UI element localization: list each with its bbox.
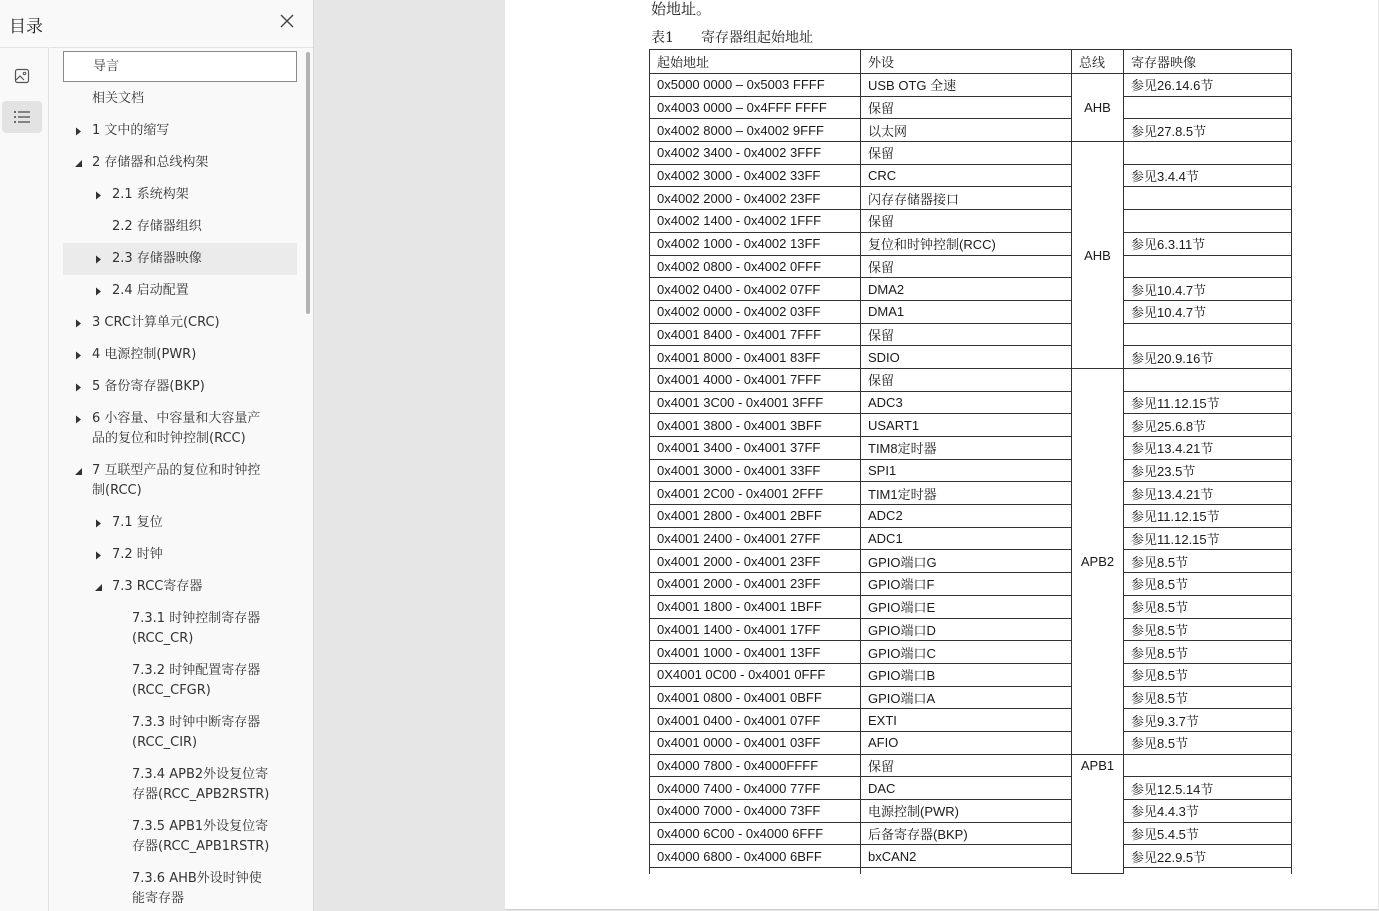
register-map-cell xyxy=(1124,187,1292,210)
close-button[interactable] xyxy=(276,10,298,32)
start-address-cell: 0X4001 0C00 - 0x4001 0FFF xyxy=(650,663,861,686)
list-icon xyxy=(13,109,31,125)
document-page xyxy=(505,0,1378,910)
empty-cell xyxy=(861,868,1072,874)
start-address-cell: 0x4003 0000 – 0x4FFF FFFF xyxy=(650,96,861,119)
table-row xyxy=(650,641,1292,664)
register-map-cell: 参见8.5节 xyxy=(1124,550,1292,573)
start-address-cell: 0x4000 7800 - 0x4000FFFF xyxy=(650,754,861,777)
start-address-cell: 0x4002 3400 - 0x4002 3FFF xyxy=(650,142,861,165)
peripheral-cell: ADC1 xyxy=(861,527,1072,550)
table-row xyxy=(650,686,1292,709)
peripheral-cell: bxCAN2 xyxy=(861,845,1072,868)
register-map-cell: 参见3.4.4节 xyxy=(1124,164,1292,187)
peripheral-cell: 闪存存储器接口 xyxy=(861,187,1072,210)
peripheral-cell: SDIO xyxy=(861,346,1072,369)
thumbnail-view-button[interactable] xyxy=(2,60,42,92)
start-address-cell: 0x4001 2400 - 0x4001 27FF xyxy=(650,527,861,550)
start-address-cell: 0x4001 3000 - 0x4001 33FF xyxy=(650,459,861,482)
toc-item-label: 相关文档 xyxy=(92,91,145,106)
toc-item-label: 导言 xyxy=(93,59,120,74)
peripheral-cell: GPIO端口D xyxy=(861,618,1072,641)
register-map-cell xyxy=(1124,323,1292,346)
table-row xyxy=(650,527,1292,550)
peripheral-cell: USART1 xyxy=(861,414,1072,437)
caret-right-icon[interactable] xyxy=(93,249,103,269)
register-map-cell: 参见8.5节 xyxy=(1124,595,1292,618)
start-address-cell: 0x4000 6C00 - 0x4000 6FFF xyxy=(650,822,861,845)
toc-item[interactable] xyxy=(63,211,297,243)
table-caption xyxy=(651,27,813,47)
table-row xyxy=(650,346,1292,369)
peripheral-cell: GPIO端口C xyxy=(861,641,1072,664)
start-address-cell: 0x4001 2000 - 0x4001 23FF xyxy=(650,573,861,596)
caret-right-icon[interactable] xyxy=(73,313,83,333)
register-map-cell: 参见10.4.7节 xyxy=(1124,278,1292,301)
register-map-cell: 参见8.5节 xyxy=(1124,618,1292,641)
bus-cell: AHB xyxy=(1072,74,1124,142)
caret-right-icon[interactable] xyxy=(93,281,103,301)
start-address-cell: 0x4001 1400 - 0x4001 17FF xyxy=(650,618,861,641)
caret-down-icon[interactable] xyxy=(93,577,103,597)
table-row xyxy=(650,96,1292,119)
image-icon xyxy=(14,68,30,84)
register-table xyxy=(649,49,1292,874)
register-map-cell: 参见4.4.3节 xyxy=(1124,800,1292,823)
table-row xyxy=(650,74,1292,97)
toc-item[interactable] xyxy=(63,811,297,863)
outline-view-button[interactable] xyxy=(2,101,42,133)
toc-item[interactable] xyxy=(63,507,297,539)
peripheral-cell: 保留 xyxy=(861,142,1072,165)
peripheral-cell: 保留 xyxy=(861,96,1072,119)
toc-item-label: 7.3.4 APB2外设复位寄 存器(RCC_APB2RSTR) xyxy=(132,767,270,802)
toc-scrollbar[interactable] xyxy=(305,52,311,910)
table-row xyxy=(650,595,1292,618)
caret-right-icon[interactable] xyxy=(73,377,83,397)
register-map-cell: 参见27.8.5节 xyxy=(1124,119,1292,142)
peripheral-cell: 后备寄存器(BKP) xyxy=(861,822,1072,845)
peripheral-cell: GPIO端口B xyxy=(861,663,1072,686)
toc-item[interactable] xyxy=(63,707,297,759)
peripheral-cell: 保留 xyxy=(861,368,1072,391)
register-map-cell xyxy=(1124,142,1292,165)
start-address-cell: 0x4000 7000 - 0x4000 73FF xyxy=(650,800,861,823)
table-number: 表1 xyxy=(651,30,674,46)
start-address-cell: 0x4002 3000 - 0x4002 33FF xyxy=(650,164,861,187)
toc-item[interactable] xyxy=(63,275,297,307)
peripheral-cell: 复位和时钟控制(RCC) xyxy=(861,232,1072,255)
peripheral-cell: SPI1 xyxy=(861,459,1072,482)
toc-item-label: 7.3.3 时钟中断寄存器 (RCC_CIR) xyxy=(132,715,261,750)
peripheral-cell: DMA1 xyxy=(861,300,1072,323)
start-address-cell: 0x4002 8000 – 0x4002 9FFF xyxy=(650,119,861,142)
start-address-cell: 0x4001 2800 - 0x4001 2BFF xyxy=(650,505,861,528)
table-row xyxy=(650,232,1292,255)
peripheral-cell: 以太网 xyxy=(861,119,1072,142)
toc-item-label: 1 文中的缩写 xyxy=(92,123,170,138)
table-row xyxy=(650,777,1292,800)
peripheral-cell: AFIO xyxy=(861,731,1072,754)
start-address-cell: 0x4001 4000 - 0x4001 7FFF xyxy=(650,368,861,391)
toc-item-label: 7.1 复位 xyxy=(112,515,163,530)
table-row xyxy=(650,505,1292,528)
table-row xyxy=(650,822,1292,845)
table-row xyxy=(650,391,1292,414)
bus-cell: APB1 xyxy=(1072,754,1124,873)
register-map-cell: 参见8.5节 xyxy=(1124,663,1292,686)
peripheral-cell: CRC xyxy=(861,164,1072,187)
register-map-cell: 参见11.12.15节 xyxy=(1124,391,1292,414)
table-row xyxy=(650,663,1292,686)
peripheral-cell: GPIO端口E xyxy=(861,595,1072,618)
register-map-cell xyxy=(1124,96,1292,119)
table-row xyxy=(650,210,1292,233)
toc-item-label: 2.4 启动配置 xyxy=(112,283,189,298)
toc-item[interactable] xyxy=(63,83,297,115)
table-row xyxy=(650,845,1292,868)
outline-panel xyxy=(0,0,314,911)
start-address-cell: 0x4001 2000 - 0x4001 23FF xyxy=(650,550,861,573)
start-address-cell: 0x4000 6800 - 0x4000 6BFF xyxy=(650,845,861,868)
register-map-cell: 参见8.5节 xyxy=(1124,641,1292,664)
table-row-partial xyxy=(650,868,1292,874)
start-address-cell: 0x4002 0000 - 0x4002 03FF xyxy=(650,300,861,323)
register-map-cell: 参见25.6.8节 xyxy=(1124,414,1292,437)
peripheral-cell: GPIO端口F xyxy=(861,573,1072,596)
table-row xyxy=(650,278,1292,301)
register-map-cell: 参见8.5节 xyxy=(1124,573,1292,596)
toc-item-label: 2.1 系统构架 xyxy=(112,187,189,202)
register-map-cell xyxy=(1124,210,1292,233)
toc-item-label: 7.3.5 APB1外设复位寄 存器(RCC_APB1RSTR) xyxy=(132,819,270,854)
start-address-cell: 0x4001 8000 - 0x4001 83FF xyxy=(650,346,861,369)
register-map-cell: 参见11.12.15节 xyxy=(1124,527,1292,550)
register-map-cell: 参见22.9.5节 xyxy=(1124,845,1292,868)
start-address-cell: 0x4002 1400 - 0x4002 1FFF xyxy=(650,210,861,233)
register-map-cell: 参见10.4.7节 xyxy=(1124,300,1292,323)
peripheral-cell: 保留 xyxy=(861,255,1072,278)
register-map-cell xyxy=(1124,368,1292,391)
peripheral-cell: ADC3 xyxy=(861,391,1072,414)
table-row xyxy=(650,119,1292,142)
table-row xyxy=(650,187,1292,210)
table-row xyxy=(650,709,1292,732)
toc-item[interactable] xyxy=(63,655,297,707)
peripheral-cell: DMA2 xyxy=(861,278,1072,301)
table-row xyxy=(650,754,1292,777)
toc-item-label: 7.3.1 时钟控制寄存器 (RCC_CR) xyxy=(132,611,261,646)
header-bus: 总线 xyxy=(1072,50,1124,74)
peripheral-cell: TIM8定时器 xyxy=(861,437,1072,460)
register-map-cell xyxy=(1124,255,1292,278)
close-icon xyxy=(276,10,298,32)
register-map-cell: 参见8.5节 xyxy=(1124,686,1292,709)
start-address-cell: 0x4001 0800 - 0x4001 0BFF xyxy=(650,686,861,709)
table-row xyxy=(650,414,1292,437)
table-row xyxy=(650,800,1292,823)
peripheral-cell: DAC xyxy=(861,777,1072,800)
toc-item-label: 4 电源控制(PWR) xyxy=(92,347,197,362)
toc-item[interactable] xyxy=(63,371,297,403)
toc-item-label: 7.3.2 时钟配置寄存器 (RCC_CFGR) xyxy=(132,663,261,698)
header-start-address: 起始地址 xyxy=(650,50,861,74)
peripheral-cell: 保留 xyxy=(861,210,1072,233)
register-map-cell: 参见11.12.15节 xyxy=(1124,505,1292,528)
caret-right-icon[interactable] xyxy=(73,409,83,429)
toc-item[interactable] xyxy=(63,179,297,211)
toc-item[interactable] xyxy=(63,603,297,655)
toc-item[interactable] xyxy=(63,307,297,339)
start-address-cell: 0x4002 1000 - 0x4002 13FF xyxy=(650,232,861,255)
caret-down-icon[interactable] xyxy=(73,461,83,481)
caret-right-icon[interactable] xyxy=(93,545,103,565)
toc-item-label: 2.2 存储器组织 xyxy=(112,219,202,234)
register-map-cell: 参见13.4.21节 xyxy=(1124,437,1292,460)
toc-item[interactable] xyxy=(63,455,297,507)
bus-cell: AHB xyxy=(1072,142,1124,369)
register-map-cell: 参见9.3.7节 xyxy=(1124,709,1292,732)
table-row xyxy=(650,164,1292,187)
start-address-cell: 0x5000 0000 – 0x5003 FFFF xyxy=(650,74,861,97)
start-address-cell: 0x4001 0000 - 0x4001 03FF xyxy=(650,731,861,754)
register-map-cell: 参见13.4.21节 xyxy=(1124,482,1292,505)
start-address-cell: 0x4001 3400 - 0x4001 37FF xyxy=(650,437,861,460)
peripheral-cell: 保留 xyxy=(861,754,1072,777)
toc-item[interactable] xyxy=(63,863,297,911)
table-row xyxy=(650,437,1292,460)
peripheral-cell: USB OTG 全速 xyxy=(861,74,1072,97)
toc-item-label: 7 互联型产品的复位和时钟控 制(RCC) xyxy=(92,463,261,498)
table-row xyxy=(650,731,1292,754)
empty-cell xyxy=(650,868,861,874)
toc-item-label: 2.3 存储器映像 xyxy=(112,251,202,266)
toc-item[interactable] xyxy=(63,339,297,371)
caret-right-icon[interactable] xyxy=(93,185,103,205)
start-address-cell: 0x4002 0800 - 0x4002 0FFF xyxy=(650,255,861,278)
toc-item[interactable] xyxy=(63,539,297,571)
table-row xyxy=(650,142,1292,165)
register-map-cell: 参见12.5.14节 xyxy=(1124,777,1292,800)
toc-item-label: 7.2 时钟 xyxy=(112,547,163,562)
table-row xyxy=(650,550,1292,573)
table-title: 寄存器组起始地址 xyxy=(701,30,813,46)
register-map-cell: 参见8.5节 xyxy=(1124,731,1292,754)
toc-item[interactable] xyxy=(63,403,297,455)
peripheral-cell: ADC2 xyxy=(861,505,1072,528)
toc-item-label: 7.3.6 AHB外设时钟使 能寄存器 xyxy=(132,871,262,906)
caret-right-icon[interactable] xyxy=(93,513,103,533)
toc-item[interactable] xyxy=(63,115,297,147)
peripheral-cell: 电源控制(PWR) xyxy=(861,800,1072,823)
empty-cell xyxy=(1124,868,1292,874)
table-row xyxy=(650,459,1292,482)
toc-item[interactable] xyxy=(63,51,297,82)
view-rail xyxy=(0,47,49,911)
start-address-cell: 0x4001 0400 - 0x4001 07FF xyxy=(650,709,861,732)
body-text: 始地址。 xyxy=(651,0,712,18)
toc-item[interactable] xyxy=(63,571,297,603)
register-map-cell: 参见6.3.11节 xyxy=(1124,232,1292,255)
bus-cell: APB2 xyxy=(1072,368,1124,754)
table-row xyxy=(650,573,1292,596)
panel-title: 目录 xyxy=(9,17,43,37)
register-map-cell: 参见5.4.5节 xyxy=(1124,822,1292,845)
start-address-cell: 0x4001 1000 - 0x4001 13FF xyxy=(650,641,861,664)
toc-item-label: 5 备份寄存器(BKP) xyxy=(92,379,205,394)
table-row xyxy=(650,368,1292,391)
register-map-cell xyxy=(1124,754,1292,777)
toc-item-label: 6 小容量、中容量和大容量产 品的复位和时钟控制(RCC) xyxy=(92,411,261,446)
toc-item-label: 3 CRC计算单元(CRC) xyxy=(92,315,220,330)
scroll-thumb[interactable] xyxy=(306,52,310,314)
table-row xyxy=(650,618,1292,641)
register-map-cell: 参见23.5节 xyxy=(1124,459,1292,482)
start-address-cell: 0x4002 0400 - 0x4002 07FF xyxy=(650,278,861,301)
peripheral-cell: 保留 xyxy=(861,323,1072,346)
table-row xyxy=(650,300,1292,323)
start-address-cell: 0x4001 3C00 - 0x4001 3FFF xyxy=(650,391,861,414)
caret-right-icon[interactable] xyxy=(73,121,83,141)
register-map-cell: 参见20.9.16节 xyxy=(1124,346,1292,369)
header-peripheral: 外设 xyxy=(861,50,1072,74)
caret-down-icon[interactable] xyxy=(73,153,83,173)
start-address-cell: 0x4001 2C00 - 0x4001 2FFF xyxy=(650,482,861,505)
toc-item[interactable] xyxy=(63,147,297,179)
toc-item[interactable] xyxy=(63,759,297,811)
table-row xyxy=(650,323,1292,346)
peripheral-cell: TIM1定时器 xyxy=(861,482,1072,505)
start-address-cell: 0x4001 8400 - 0x4001 7FFF xyxy=(650,323,861,346)
start-address-cell: 0x4001 3800 - 0x4001 3BFF xyxy=(650,414,861,437)
peripheral-cell: EXTI xyxy=(861,709,1072,732)
toc-item-label: 2 存储器和总线构架 xyxy=(92,155,209,170)
peripheral-cell: GPIO端口A xyxy=(861,686,1072,709)
toc-item-label: 7.3 RCC寄存器 xyxy=(112,579,203,594)
header-register-map: 寄存器映像 xyxy=(1124,50,1292,74)
table-row xyxy=(650,255,1292,278)
toc-list xyxy=(50,47,313,911)
caret-right-icon[interactable] xyxy=(73,345,83,365)
toc-item[interactable] xyxy=(63,243,297,275)
peripheral-cell: GPIO端口G xyxy=(861,550,1072,573)
register-map-cell: 参见26.14.6节 xyxy=(1124,74,1292,97)
start-address-cell: 0x4002 2000 - 0x4002 23FF xyxy=(650,187,861,210)
start-address-cell: 0x4001 1800 - 0x4001 1BFF xyxy=(650,595,861,618)
table-header-row xyxy=(650,50,1292,74)
table-row xyxy=(650,482,1292,505)
start-address-cell: 0x4000 7400 - 0x4000 77FF xyxy=(650,777,861,800)
